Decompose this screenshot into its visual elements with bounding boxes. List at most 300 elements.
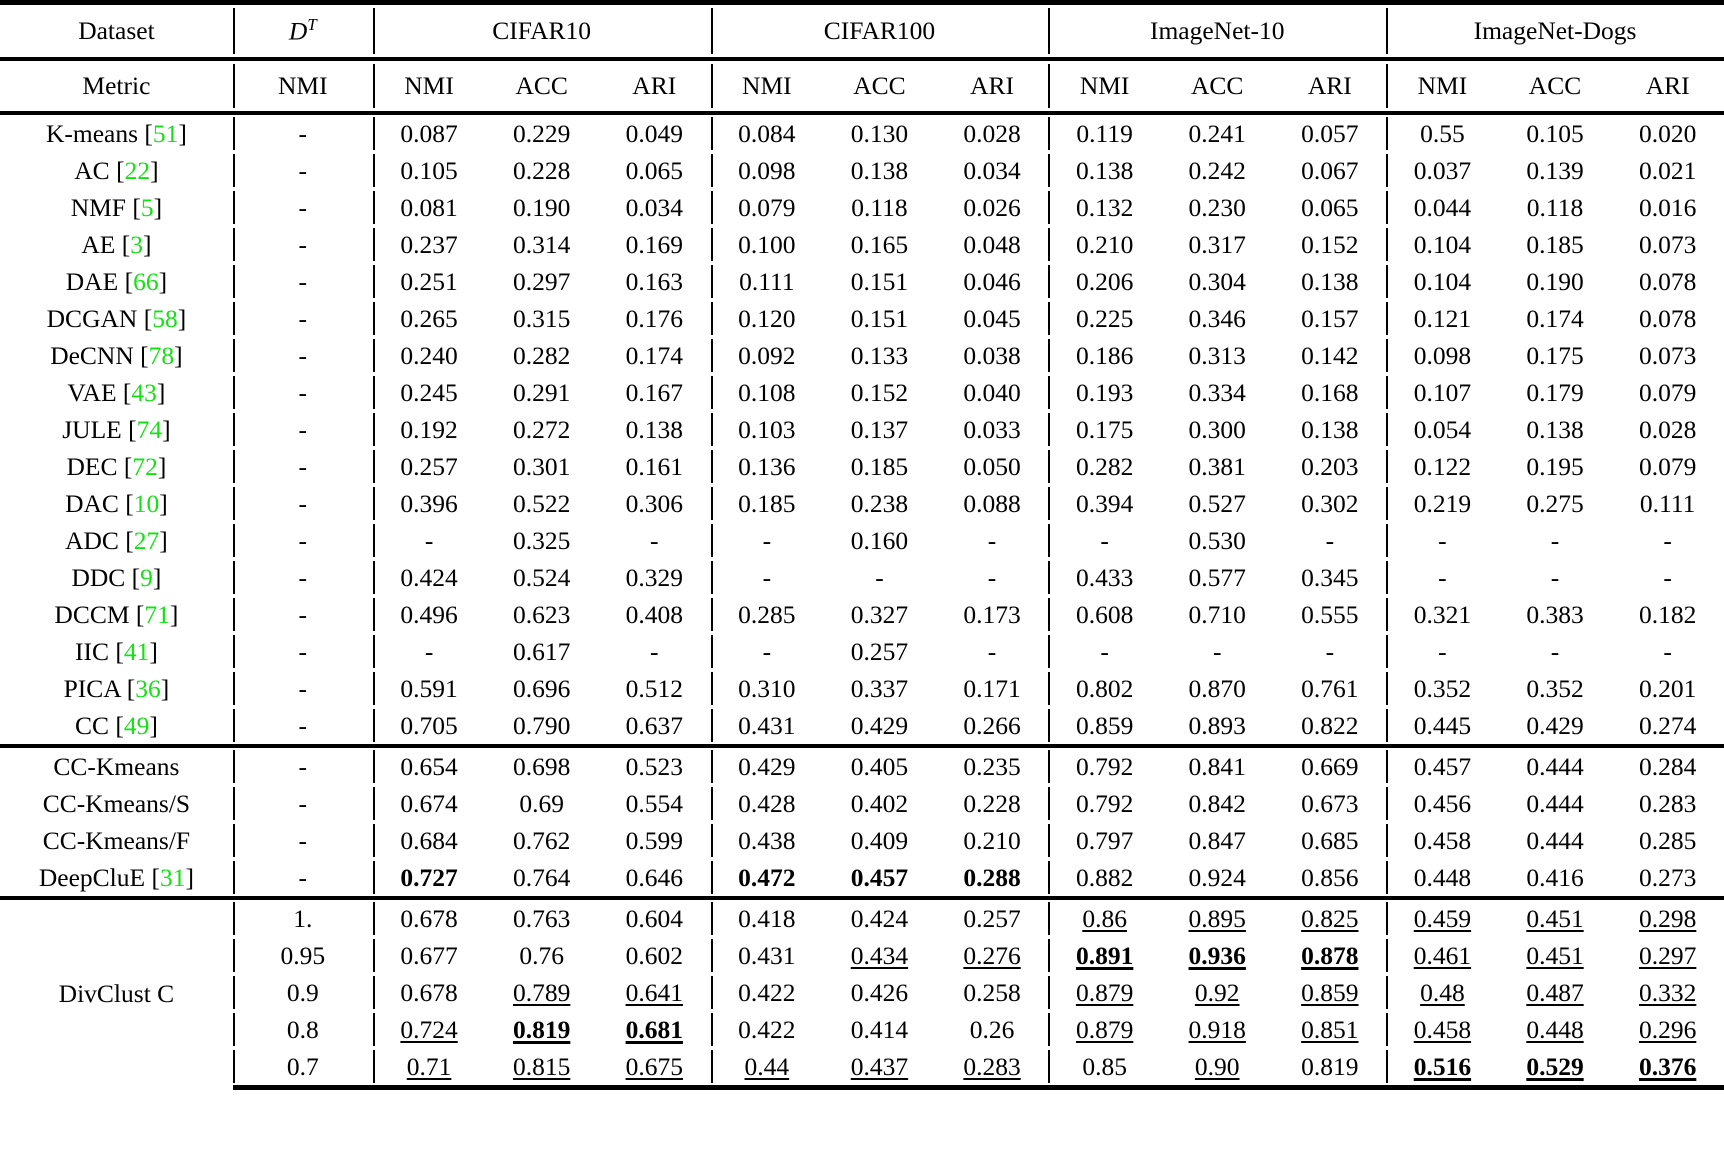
cell-value: 0.291 [512,377,571,407]
cell-dt: - [233,670,373,707]
cell-value: 0.457 [850,862,909,892]
cell-value: 0.185 [1526,229,1584,259]
cell-value: 0.792 [1048,746,1161,785]
cell-value: 0.337 [850,673,909,703]
cell-value: 0.85 [1048,1048,1161,1088]
cell-dt: 0.8 [233,1011,373,1048]
table-row [0,300,1724,337]
cell-value: 0.133 [850,340,909,370]
row-label: DCGAN [58] [46,303,187,333]
cell-value: 0.111 [1639,488,1696,518]
cell-value: 0.219 [1386,485,1499,522]
cell-value: 0.161 [625,451,683,481]
cell-value: - [373,633,486,670]
cell-value: 0.677 [373,937,486,974]
cell-value: 0.138 [625,414,683,444]
cell-value: 0.275 [1526,488,1584,518]
cell-value: 0.678 [373,974,486,1011]
cell-value: 0.409 [850,825,909,855]
cell-value: 0.429 [711,746,824,785]
cell-value: 0.426 [850,977,909,1007]
cell-value: 0.282 [512,340,571,370]
cell-value: 0.44 [711,1048,824,1088]
cell-value: 0.376 [1611,1048,1724,1088]
cell-value: - [373,522,486,559]
cell-value: 0.317 [1188,229,1246,259]
table-row [0,707,1724,746]
cell-value: 0.081 [373,189,486,226]
cell-value: 0.044 [1386,189,1499,226]
cell-value: 0.444 [1499,746,1612,785]
cell-value: 0.190 [1526,266,1584,296]
cell-value: 0.265 [373,300,486,337]
cell-value: 0.301 [512,451,571,481]
header-group-cifar10: CIFAR10 [373,3,711,60]
cell-value: 0.098 [1386,337,1499,374]
table-row [0,559,1724,596]
cell-value: - [1663,636,1672,666]
table-row [0,152,1724,189]
cell-value: 0.105 [373,152,486,189]
row-label: DDC [9] [71,562,162,592]
cell-value: 0.856 [1301,862,1359,892]
cell-value: 0.237 [373,226,486,263]
cell-value: 0.92 [1194,977,1240,1007]
cell-value: 0.257 [373,448,486,485]
cell-value: 0.138 [1301,414,1359,444]
cell-value: 0.079 [711,189,824,226]
cell-value: 0.028 [936,113,1049,152]
cell-value: 0.591 [373,670,486,707]
cell-value: 0.174 [1526,303,1584,333]
cell-value: 0.240 [373,337,486,374]
cell-value: 0.428 [711,785,824,822]
cell-value: 0.602 [625,940,683,970]
table-row [0,485,1724,522]
row-label: DEC [72] [66,451,167,481]
cell-value: 0.86 [1048,898,1161,937]
cell-dt: - [233,859,373,898]
cell-value: 0.210 [963,825,1021,855]
cell-value: 0.304 [1188,266,1246,296]
cell-value: 0.137 [850,414,909,444]
cell-value: 0.186 [1048,337,1161,374]
cell-value: 0.065 [1301,192,1359,222]
cell-value: 0.203 [1301,451,1359,481]
cell-value: 0.104 [1386,263,1499,300]
cell-value: 0.257 [850,636,909,666]
cell-value: 0.174 [625,340,683,370]
cell-value: 0.524 [512,562,571,592]
cell-dt: - [233,822,373,859]
cell-value: 0.195 [1526,451,1584,481]
cell-value: 0.169 [625,229,683,259]
cell-value: 0.048 [963,229,1021,259]
row-label: IIC [41] [74,636,158,666]
cell-value: 0.132 [1048,189,1161,226]
cell-value: 0.418 [711,898,824,937]
row-label: K-means [51] [0,113,233,152]
table-row [0,785,1724,822]
cell-value: 0.444 [1526,825,1584,855]
cell-value: 0.422 [711,974,824,1011]
cell-value: 0.448 [1526,1014,1584,1044]
cell-dt: - [233,226,373,263]
cell-value: - [1212,636,1222,666]
cell-value: 0.021 [1638,155,1697,185]
cell-value: 0.190 [512,192,571,222]
header-metric-6: NMI [1048,59,1161,113]
cell-value: 0.445 [1386,707,1499,746]
cell-value: 0.120 [711,300,824,337]
cell-value: 0.016 [1638,192,1697,222]
cell-value: 0.444 [1526,788,1584,818]
cell-value: 0.451 [1526,940,1584,970]
cell-value: 0.851 [1301,1014,1359,1044]
cell-value: - [1663,562,1672,592]
cell-value: 0.157 [1301,303,1359,333]
table-row [0,226,1724,263]
cell-value: - [650,525,659,555]
cell-value: 0.396 [373,485,486,522]
table-row [0,337,1724,374]
cell-value: 0.527 [1188,488,1246,518]
cell-value: 0.608 [1048,596,1161,633]
cell-value: - [650,636,659,666]
cell-value: 0.088 [963,488,1021,518]
cell-value: 0.020 [1611,113,1724,152]
row-label: CC-Kmeans/F [42,825,191,855]
cell-value: 0.273 [1638,862,1697,892]
cell-value: 0.802 [1048,670,1161,707]
cell-value: - [987,562,997,592]
cell-value: 0.334 [1188,377,1246,407]
cell-value: 0.458 [1386,1011,1499,1048]
cell-dt: - [233,152,373,189]
cell-value: 0.285 [711,596,824,633]
cell-value: 0.167 [625,377,683,407]
table-row [0,859,1724,898]
cell-value: 0.55 [1386,113,1499,152]
cell-value: 0.138 [1526,414,1584,444]
cell-value: 0.045 [963,303,1021,333]
cell-value: 0.138 [1048,152,1161,189]
cell-value: 0.206 [1048,263,1161,300]
cell-value: 0.235 [936,746,1049,785]
cell-value: 0.76 [519,940,564,970]
row-label: CC-Kmeans/S [42,788,191,818]
header-dt-label: $D^T$ [233,3,373,60]
header-metric-0: NMI [373,59,486,113]
cell-value: 0.431 [711,707,824,746]
cell-value: 0.121 [1386,300,1499,337]
cell-value: 0.879 [1048,974,1161,1011]
cell-value: 0.298 [1611,898,1724,937]
cell-value: 0.90 [1161,1048,1274,1088]
cell-value: 0.381 [1188,451,1246,481]
cell-value: 0.175 [1048,411,1161,448]
cell-value: 0.108 [711,374,824,411]
cell-value: 0.516 [1386,1048,1499,1088]
cell-value: 0.073 [1638,340,1697,370]
cell-value: 0.681 [625,1014,683,1044]
cell-value: 0.266 [963,710,1021,740]
cell-value: 0.046 [963,266,1021,296]
cell-value: 0.859 [1048,707,1161,746]
cell-value: 0.028 [1638,414,1697,444]
cell-value: 0.325 [512,525,571,555]
table-row [0,746,1724,785]
header-metric-label: Metric [0,59,233,113]
cell-value: 0.142 [1301,340,1359,370]
cell-value: 0.078 [1638,303,1697,333]
cell-value: 0.176 [625,303,683,333]
cell-value: 0.300 [1188,414,1246,444]
cell-value: 0.175 [1526,340,1584,370]
cell-value: 0.936 [1188,940,1246,970]
cell-value: 0.079 [1638,451,1697,481]
cell-value: 0.408 [625,599,683,629]
cell-value: 0.182 [1638,599,1697,629]
cell-value: 0.163 [625,266,683,296]
table-row [0,448,1724,485]
cell-value: 0.026 [963,192,1021,222]
cell-value: 0.284 [1611,746,1724,785]
row-label: NMF [5] [70,192,163,222]
cell-value: - [711,522,824,559]
cell-value: 0.678 [373,898,486,937]
cell-value: 0.282 [1048,448,1161,485]
cell-value: 0.258 [963,977,1021,1007]
table-row [0,974,1724,1011]
table-row [0,113,1724,152]
cell-value: - [1550,525,1560,555]
cell-value: 0.067 [1301,155,1359,185]
cell-value: 0.461 [1386,937,1499,974]
cell-value: 0.405 [823,746,936,785]
cell-value: 0.105 [1499,113,1612,152]
cell-value: 0.193 [1048,374,1161,411]
cell-value: 0.797 [1048,822,1161,859]
header-metric-10: ACC [1499,59,1612,113]
cell-value: 0.100 [711,226,824,263]
cell-value: 0.433 [1048,559,1161,596]
row-label: DAC [10] [65,488,168,518]
cell-value: 0.523 [598,746,711,785]
cell-value: 0.822 [1301,710,1359,740]
cell-dt: - [233,374,373,411]
cell-value: 0.895 [1161,898,1274,937]
cell-value: 0.283 [1638,788,1697,818]
cell-value: 0.321 [1386,596,1499,633]
cell-value: 0.228 [963,788,1021,818]
cell-value: - [875,562,884,592]
cell-value: 0.847 [1188,825,1246,855]
header-metric-1: ACC [485,59,598,113]
cell-value: 0.522 [512,488,571,518]
cell-value: 0.859 [1301,977,1359,1007]
cell-value: 0.416 [1526,862,1584,892]
cell-value: 0.087 [373,113,486,152]
table-row [0,374,1724,411]
cell-value: 0.130 [823,113,936,152]
cell-value: 0.710 [1188,599,1246,629]
cell-value: 0.434 [850,940,909,970]
cell-value: 0.257 [936,898,1049,937]
cell-value: 0.69 [519,788,564,818]
cell-value: - [711,633,824,670]
header-group-cifar100: CIFAR100 [711,3,1049,60]
cell-value: 0.151 [850,303,909,333]
cell-value: 0.033 [963,414,1021,444]
cell-value: 0.819 [1274,1048,1387,1088]
cell-value: 0.790 [512,710,571,740]
cell-dt: - [233,485,373,522]
cell-value: 0.229 [485,113,598,152]
cell-value: 0.815 [485,1048,598,1088]
cell-dt: - [233,411,373,448]
cell-value: 0.819 [512,1014,571,1044]
cell-value: 0.924 [1188,862,1246,892]
cell-value: 0.761 [1301,673,1359,703]
cell-dt: - [233,596,373,633]
cell-value: 0.179 [1526,377,1584,407]
row-label: CC-Kmeans [0,746,233,785]
row-label: PICA [36] [63,673,170,703]
table-row [0,898,1724,937]
cell-value: 0.654 [373,746,486,785]
cell-value: 0.918 [1188,1014,1246,1044]
cell-value: 0.893 [1188,710,1246,740]
cell-value: 0.118 [851,192,908,222]
cell-value: 0.487 [1526,977,1584,1007]
cell-value: - [711,559,824,596]
cell-dt: - [233,113,373,152]
cell-value: 0.457 [1386,746,1499,785]
cell-value: - [1325,636,1335,666]
cell-value: 0.313 [1188,340,1246,370]
cell-dt: - [233,746,373,785]
table-row [0,670,1724,707]
cell-value: - [1386,559,1499,596]
cell-value: 0.034 [625,192,683,222]
cell-value: 0.825 [1274,898,1387,937]
cell-value: 0.040 [963,377,1021,407]
cell-value: 0.228 [512,155,571,185]
cell-dt: - [233,337,373,374]
cell-value: 0.242 [1188,155,1246,185]
cell-value: 0.329 [625,562,683,592]
cell-value: 0.762 [512,825,571,855]
cell-dt: - [233,300,373,337]
header-group-imagenet-dogs: ImageNet-Dogs [1386,3,1724,60]
cell-value: 0.111 [711,263,824,300]
cell-value: 0.098 [711,152,824,189]
cell-value: 0.414 [850,1014,909,1044]
cell-dt: - [233,522,373,559]
table-row [0,189,1724,226]
cell-dt: - [233,785,373,822]
cell-value: 0.118 [1526,192,1584,222]
table-row [0,596,1724,633]
header-metric-3: NMI [711,59,824,113]
cell-value: 0.346 [1188,303,1246,333]
row-label: AE [3] [81,229,152,259]
cell-value: 0.71 [373,1048,486,1088]
cell-value: 0.297 [512,266,571,296]
cell-value: 0.241 [1161,113,1274,152]
cell-value: 0.529 [1499,1048,1612,1088]
cell-dt: - [233,559,373,596]
cell-value: 0.297 [1638,940,1697,970]
cell-value: 0.599 [625,825,683,855]
cell-value: 0.173 [963,599,1021,629]
cell-value: 0.724 [373,1011,486,1048]
cell-value: 0.122 [1386,448,1499,485]
cell-value: 0.48 [1386,974,1499,1011]
cell-value: 0.314 [512,229,571,259]
cell-value: 0.050 [963,451,1021,481]
row-label-divclust: DivClust C [0,898,233,1088]
table-row [0,937,1724,974]
header-group-imagenet-10: ImageNet-10 [1048,3,1386,60]
cell-value: - [1663,525,1672,555]
cell-value: 0.136 [711,448,824,485]
cell-value: 0.763 [485,898,598,937]
cell-value: 0.065 [625,155,683,185]
cell-value: 0.438 [711,822,824,859]
header-row-datasets [0,3,1724,60]
cell-value: 0.288 [963,862,1021,892]
cell-dt: 0.7 [233,1048,373,1088]
cell-dt: 1. [233,898,373,937]
cell-value: 0.073 [1638,229,1697,259]
cell-value: 0.245 [373,374,486,411]
cell-value: 0.448 [1386,859,1499,898]
cell-dt: - [233,633,373,670]
cell-value: 0.882 [1048,859,1161,898]
cell-value: 0.160 [850,525,909,555]
cell-value: 0.238 [850,488,909,518]
cell-value: 0.139 [1526,155,1584,185]
cell-value: 0.034 [963,155,1021,185]
row-label: DeepCluE [31] [38,862,194,892]
header-metric-7: ACC [1161,59,1274,113]
cell-value: - [1386,522,1499,559]
cell-value: 0.617 [512,636,571,666]
cell-value: - [987,525,997,555]
cell-value: 0.870 [1188,673,1246,703]
table-row [0,1011,1724,1048]
cell-value: 0.512 [625,673,683,703]
cell-value: 0.151 [850,266,909,296]
cell-value: 0.168 [1301,377,1359,407]
cell-value: - [1550,636,1560,666]
cell-value: 0.842 [1188,788,1246,818]
cell-value: 0.429 [1526,710,1584,740]
cell-value: 0.327 [850,599,909,629]
header-metric-9: NMI [1386,59,1499,113]
header-metric-2: ARI [598,59,711,113]
cell-value: 0.891 [1048,937,1161,974]
cell-value: 0.878 [1301,940,1359,970]
cell-value: 0.789 [512,977,571,1007]
cell-value: 0.104 [1386,226,1499,263]
cell-value: 0.103 [711,411,824,448]
cell-value: 0.092 [711,337,824,374]
cell-value: 0.332 [1638,977,1697,1007]
cell-value: 0.049 [598,113,711,152]
